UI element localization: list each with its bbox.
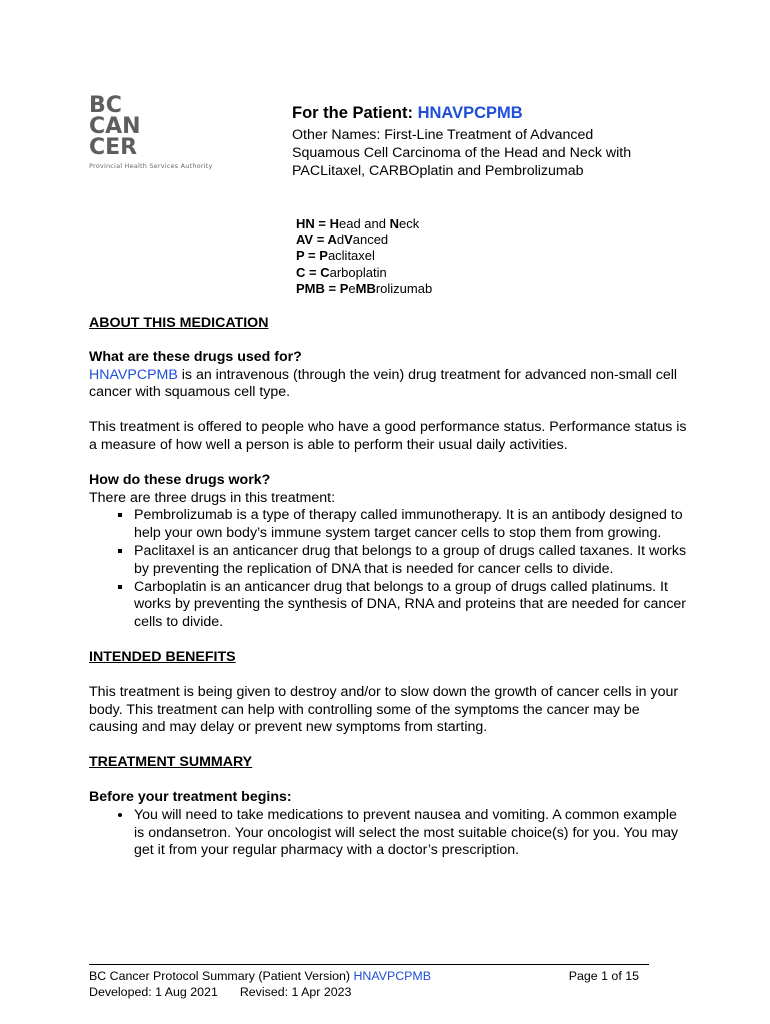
question-uses: What are these drugs used for?: [89, 348, 302, 365]
page-footer: [89, 964, 649, 1000]
abbrev-row: C = Carboplatin: [296, 264, 387, 280]
before-treatment-heading: Before your treatment begins:: [89, 788, 292, 805]
section-heading-about: ABOUT THIS MEDICATION: [89, 315, 269, 331]
bc-cancer-logo: [89, 95, 219, 170]
logo-line-1: BC: [89, 93, 122, 118]
logo-tagline: Provincial Health Services Authority: [89, 162, 213, 170]
title-prefix: For the Patient:: [292, 104, 418, 122]
page-number: Page 1 of 15: [568, 969, 639, 983]
abbrev-row: PMB = PeMBrolizumab: [296, 280, 433, 296]
abbrev-row: P = Paclitaxel: [296, 248, 375, 264]
benefits-paragraph: This treatment is being given to destroy and/or to slow down the growth of cancer cells in your body. This treatment can help with controlling some of the symptoms the cancer may be causing and may delay or prevent new symptoms from starting.: [89, 683, 679, 736]
list-item: ▪ Pembrolizumab is a type of therapy called immunotherapy. It is an antibody designed to help your own body’s immune system target cancer cells to stop them from growing.: [133, 507, 689, 543]
logo-line-2: CAN: [89, 114, 141, 139]
other-names: Other Names: First-Line Treatment of Advanced Squamous Cell Carcinoma of the Head and Neck with PACLitaxel, CARBOplatin and Pembrolizumab: [292, 127, 632, 179]
footer-doc-label: BC Cancer Protocol Summary (Patient Version): [89, 969, 354, 983]
main-content: [89, 315, 689, 860]
developed-date: Developed: 1 Aug 2021: [89, 985, 218, 999]
abbrev-row: AV = AdVanced: [296, 232, 389, 248]
uses-paragraph: HNAVPCPMB is an intravenous (through the vein) drug treatment for advanced non-small cell cancer with squamous cell type.: [89, 366, 678, 401]
abbreviation-list: [296, 216, 432, 297]
question-how-work: How do these drugs work?: [89, 471, 271, 488]
drugs-intro: There are three drugs in this treatment:: [89, 489, 336, 506]
abbrev-row: HN = Head and Neck: [296, 216, 420, 231]
before-treatment-list: [89, 807, 689, 860]
list-item: ▪ Paclitaxel is an anticancer drug that belongs to a group of drugs called taxanes. It works by preventing the replication of DNA that is needed for cancer cells to divide.: [133, 543, 689, 579]
protocol-code: HNAVPCPMB: [417, 104, 523, 122]
performance-paragraph: This treatment is offered to people who have a good performance status. Performance status is a measure of how well a person is able to perform their usual daily activities.: [89, 419, 687, 453]
footer-protocol-code: HNAVPCPMB: [353, 969, 432, 983]
logo-line-3: CER: [89, 135, 138, 160]
drug-list: [89, 507, 689, 632]
page-title: [292, 104, 523, 123]
list-item: • You will need to take medications to prevent nausea and vomiting. A common example is ondansetron. Your oncologist will select the most suitable choice(s) for you. You may get it from your regular pharmacy with a doctor’s prescription.: [133, 807, 689, 860]
section-heading-benefits: INTENDED BENEFITS: [89, 648, 236, 665]
list-item: ▪ Carboplatin is an anticancer drug that belongs to a group of drugs called platinums. It works by preventing the synthesis of DNA, RNA and proteins that are needed for cancer cells to divide.: [133, 579, 689, 632]
section-heading-summary: TREATMENT SUMMARY: [89, 754, 253, 771]
revised-date: Revised: 1 Apr 2023: [239, 985, 352, 999]
